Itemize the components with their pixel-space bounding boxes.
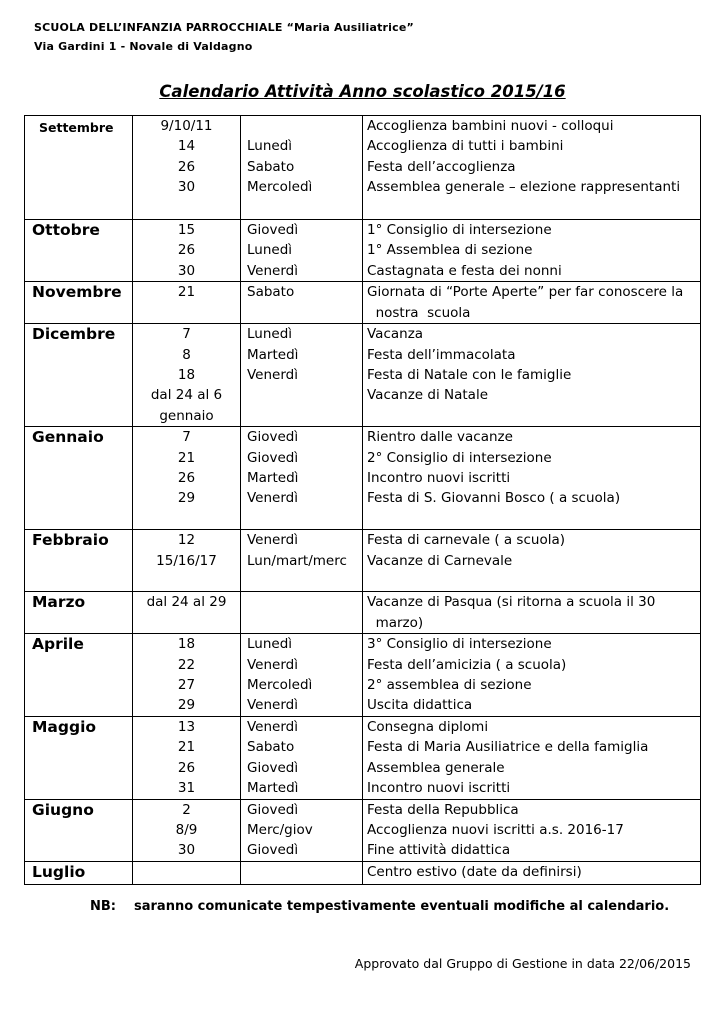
month-name: Aprile xyxy=(25,634,133,717)
activity-line: Centro estivo (date da definirsi) xyxy=(367,863,582,880)
activity-line: Rientro dalle vacanze xyxy=(367,429,513,446)
month-name: Marzo xyxy=(25,592,133,634)
activity-line: Vacanze di Carnevale xyxy=(367,552,513,569)
weekday-cell xyxy=(241,861,363,884)
date-line: 26 xyxy=(177,470,196,487)
month-name: Giugno xyxy=(25,799,133,861)
date-cell xyxy=(133,116,241,220)
approval-line: Approvato dal Gruppo di Gestione in data 22/06/2015 xyxy=(354,956,691,971)
activity-cell xyxy=(363,634,701,717)
weekday-line: Mercoledì xyxy=(247,179,313,196)
weekday-line: Lunedì xyxy=(247,636,293,653)
activity-line: Accoglienza bambini nuovi - colloqui xyxy=(367,118,614,134)
weekday-line: Lunedì xyxy=(247,138,293,155)
weekday-line: Sabato xyxy=(247,739,295,756)
activity-line: Giornata di “Porte Aperte” per far conoscere la xyxy=(367,284,684,301)
month-row xyxy=(25,592,701,634)
date-line: 27 xyxy=(177,677,196,694)
month-row xyxy=(25,220,701,282)
weekday-line: Giovedì xyxy=(247,759,299,776)
note-label: NB: xyxy=(90,899,116,914)
weekday-line: Lun/mart/merc xyxy=(247,552,347,569)
activity-line: Accoglienza nuovi iscritti a.s. 2016-17 xyxy=(367,821,624,838)
weekday-line: Martedì xyxy=(247,780,299,797)
weekday-line: Giovedì xyxy=(247,222,299,238)
date-line: 26 xyxy=(177,158,196,175)
activity-line: 3° Consiglio di intersezione xyxy=(367,636,552,653)
month-name: Febbraio xyxy=(25,530,133,592)
activity-cell xyxy=(363,220,701,282)
weekday-line: Giovedì xyxy=(247,842,299,859)
activity-cell xyxy=(363,427,701,530)
month-name: Maggio xyxy=(25,716,133,799)
month-name: Novembre xyxy=(25,282,133,324)
activity-cell xyxy=(363,592,701,634)
date-cell xyxy=(133,282,241,324)
activity-line: 1° Consiglio di intersezione xyxy=(367,222,552,238)
activity-line: Festa dell’accoglienza xyxy=(367,158,516,175)
month-row xyxy=(25,861,701,884)
date-line: 21 xyxy=(177,449,196,466)
date-line: 21 xyxy=(177,284,196,301)
weekday-line xyxy=(247,592,362,612)
activity-line: Assemblea generale – elezione rappresentanti xyxy=(367,179,681,196)
month-row xyxy=(25,427,701,530)
date-line: gennaio xyxy=(159,407,214,424)
school-address: Via Gardini 1 - Novale di Valdagno xyxy=(34,40,253,53)
weekday-cell xyxy=(241,220,363,282)
date-cell xyxy=(133,530,241,592)
weekday-line: Venerdì xyxy=(247,367,298,384)
date-line: 18 xyxy=(177,636,196,653)
month-row xyxy=(25,716,701,799)
month-name: Gennaio xyxy=(25,427,133,530)
date-line: 8/9 xyxy=(175,821,198,838)
date-line: 30 xyxy=(177,842,196,859)
weekday-line: Lunedì xyxy=(247,242,293,259)
activity-line: Festa di carnevale ( a scuola) xyxy=(367,532,565,549)
school-name: SCUOLA DELL’INFANZIA PARROCCHIALE “Maria Ausiliatrice” xyxy=(34,21,414,34)
date-line: 30 xyxy=(177,179,196,196)
weekday-cell xyxy=(241,324,363,427)
weekday-line: Giovedì xyxy=(247,801,299,818)
activity-line: Consegna diplomi xyxy=(367,718,489,735)
activity-cell xyxy=(363,324,701,427)
date-cell xyxy=(133,861,241,884)
date-line: 31 xyxy=(177,780,196,797)
month-name: Ottobre xyxy=(25,220,133,282)
weekday-line: Venerdì xyxy=(247,697,298,714)
month-row xyxy=(25,634,701,717)
activity-line: Fine attività didattica xyxy=(367,842,511,859)
month-row xyxy=(25,324,701,427)
date-line: 7 xyxy=(182,429,191,446)
weekday-line xyxy=(247,116,362,136)
weekday-line: Venerdì xyxy=(247,532,298,549)
note-text: saranno comunicate tempestivamente eventuali modifiche al calendario. xyxy=(134,899,670,914)
weekday-cell xyxy=(241,634,363,717)
date-line: 26 xyxy=(177,242,196,259)
date-line: 12 xyxy=(177,532,196,549)
weekday-line: Venerdì xyxy=(247,656,298,673)
month-name: Luglio xyxy=(25,861,133,884)
date-cell xyxy=(133,324,241,427)
weekday-line: Venerdì xyxy=(247,718,298,735)
note xyxy=(90,899,669,914)
activity-cell xyxy=(363,861,701,884)
date-line: 29 xyxy=(177,490,196,507)
activity-line: nostra scuola xyxy=(367,304,471,321)
activity-line: Assemblea generale xyxy=(367,759,505,776)
weekday-line: Sabato xyxy=(247,284,295,301)
date-cell xyxy=(133,220,241,282)
activity-line: 2° assemblea di sezione xyxy=(367,677,532,694)
activity-line: Festa della Repubblica xyxy=(367,801,519,818)
activity-cell xyxy=(363,282,701,324)
activity-cell xyxy=(363,530,701,592)
activity-line: Uscita didattica xyxy=(367,697,473,714)
activity-cell xyxy=(363,116,701,220)
activity-cell xyxy=(363,799,701,861)
date-line: 30 xyxy=(177,262,196,279)
date-cell xyxy=(133,427,241,530)
date-line: 13 xyxy=(177,718,196,735)
weekday-line: Venerdì xyxy=(247,490,298,507)
month-row xyxy=(25,116,701,220)
month-row xyxy=(25,282,701,324)
activity-cell xyxy=(363,716,701,799)
date-line: 15 xyxy=(177,222,196,238)
date-line: dal 24 al 29 xyxy=(146,594,227,611)
activity-line: Incontro nuovi iscritti xyxy=(367,780,511,797)
month-name: Dicembre xyxy=(25,324,133,427)
date-cell xyxy=(133,716,241,799)
date-line: 22 xyxy=(177,656,196,673)
weekday-cell xyxy=(241,427,363,530)
activity-line: marzo) xyxy=(367,614,424,631)
date-line: 18 xyxy=(177,367,196,384)
date-line: 21 xyxy=(177,739,196,756)
activity-line: 2° Consiglio di intersezione xyxy=(367,449,552,466)
date-cell xyxy=(133,592,241,634)
weekday-line: Giovedì xyxy=(247,449,299,466)
activity-calendar-table xyxy=(24,115,701,885)
date-line: 14 xyxy=(177,138,196,155)
activity-line: Festa di S. Giovanni Bosco ( a scuola) xyxy=(367,490,621,507)
weekday-line: Lunedì xyxy=(247,326,293,343)
activity-line: Festa di Natale con le famiglie xyxy=(367,367,572,384)
weekday-cell xyxy=(241,116,363,220)
date-line: 8 xyxy=(182,346,191,363)
document-title: Calendario Attività Anno scolastico 2015/16 xyxy=(159,82,566,101)
date-line: dal 24 al 6 xyxy=(150,387,223,404)
weekday-line: Martedì xyxy=(247,470,299,487)
date-line: 15/16/17 xyxy=(156,552,217,569)
weekday-cell xyxy=(241,716,363,799)
activity-line: Festa dell’amicizia ( a scuola) xyxy=(367,656,567,673)
date-cell xyxy=(133,799,241,861)
weekday-cell xyxy=(241,592,363,634)
activity-line: Festa dell’immacolata xyxy=(367,346,516,363)
weekday-line: Martedì xyxy=(247,346,299,363)
weekday-cell xyxy=(241,282,363,324)
activity-line: Vacanze di Pasqua (si ritorna a scuola il 30 xyxy=(367,594,656,611)
activity-line: Incontro nuovi iscritti xyxy=(367,470,511,487)
date-line: 9/10/11 xyxy=(160,118,213,134)
weekday-line: Giovedì xyxy=(247,429,299,446)
weekday-line: Venerdì xyxy=(247,262,298,279)
activity-line: Vacanza xyxy=(367,326,424,343)
month-row xyxy=(25,799,701,861)
date-line: 2 xyxy=(182,801,191,818)
date-line: 7 xyxy=(182,326,191,343)
activity-line: 1° Assemblea di sezione xyxy=(367,242,533,259)
weekday-cell xyxy=(241,799,363,861)
activity-line: Vacanze di Natale xyxy=(367,387,488,404)
month-row xyxy=(25,530,701,592)
activity-line: Accoglienza di tutti i bambini xyxy=(367,138,564,155)
date-line: 29 xyxy=(177,697,196,714)
activity-line: Castagnata e festa dei nonni xyxy=(367,262,562,279)
weekday-line: Mercoledì xyxy=(247,677,313,694)
month-name: Settembre xyxy=(25,116,133,220)
activity-line: Festa di Maria Ausiliatrice e della famiglia xyxy=(367,739,649,756)
weekday-line: Merc/giov xyxy=(247,821,313,838)
weekday-cell xyxy=(241,530,363,592)
weekday-line: Sabato xyxy=(247,158,295,175)
date-cell xyxy=(133,634,241,717)
date-line: 26 xyxy=(177,759,196,776)
